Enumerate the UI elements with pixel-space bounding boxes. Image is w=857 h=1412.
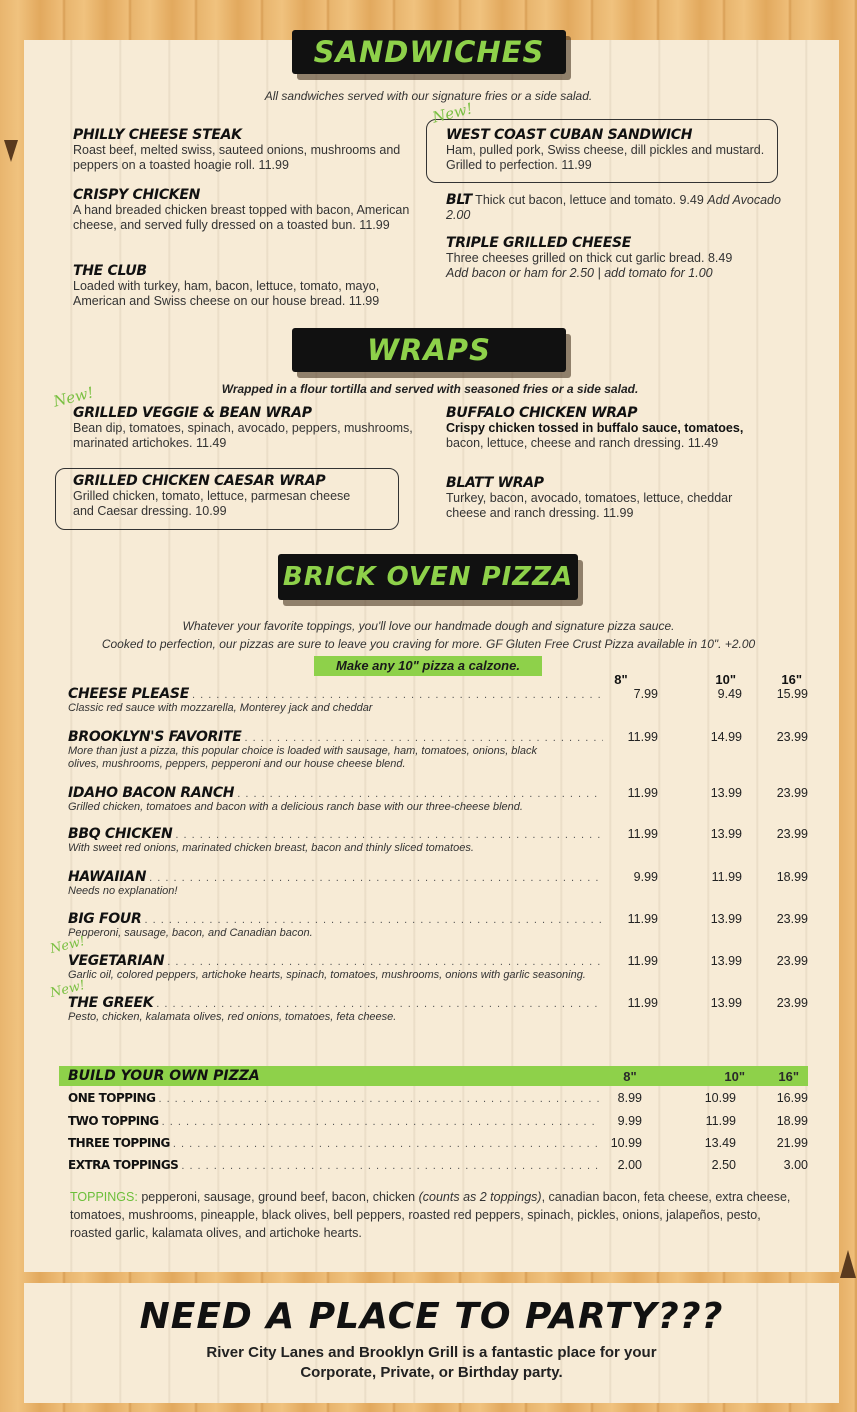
item-name: VEGETARIAN: [68, 953, 165, 969]
size-16: 16": [781, 672, 802, 687]
byo-one-topping: [68, 1091, 808, 1105]
price-16: 16.99: [776, 1091, 808, 1105]
leader-dots: [192, 689, 603, 701]
item-desc: More than just a pizza, this popular choice is loaded with sausage, ham, tomatoes, onions, black olives, mushrooms, peppers, pepperoni and our house cheese blend.: [68, 745, 537, 770]
byo-label: EXTRA TOPPINGS: [68, 1158, 179, 1172]
byo-size-10: 10": [724, 1068, 745, 1084]
price-8: 7.99: [633, 687, 658, 701]
calzone-tag: Make any 10" pizza a calzone.: [314, 656, 542, 676]
pizza-hawaiian: [68, 869, 808, 898]
item-name: BBQ CHICKEN: [68, 826, 173, 842]
item-name: TRIPLE GRILLED CHEESE: [446, 235, 632, 251]
item-desc: Pesto, chicken, kalamata olives, red onions, tomatoes, feta cheese.: [68, 1011, 397, 1023]
pizza-banner: BRICK OVEN PIZZA: [278, 554, 578, 600]
byo-extra-toppings: [68, 1158, 808, 1172]
item-name: BUFFALO CHICKEN WRAP: [446, 405, 638, 421]
pizza-vegetarian: [68, 953, 808, 982]
byo-three-topping: [68, 1136, 808, 1150]
item-desc: Bean dip, tomatoes, spinach, avocado, peppers, mushrooms, marinated artichokes. 11.49: [73, 421, 413, 450]
price-10: 13.99: [710, 996, 742, 1010]
price-16: 18.99: [776, 1114, 808, 1128]
pizza-the-greek: [68, 995, 808, 1024]
price-10: 2.50: [711, 1158, 736, 1172]
item-name: HAWAIIAN: [68, 869, 147, 885]
sandwich-club: [73, 263, 433, 309]
price-10: 11.99: [711, 870, 742, 884]
leader-dots: [244, 732, 603, 744]
item-desc: Grilled chicken, tomatoes and bacon with a delicious ranch base with our three-cheese blend.: [68, 801, 523, 813]
item-name: CHEESE PLEASE: [68, 686, 189, 702]
sandwiches-subtitle: All sandwiches served with our signature fries or a side salad.: [264, 89, 593, 103]
price-10: 13.49: [704, 1136, 736, 1150]
item-desc: Ham, pulled pork, Swiss cheese, dill pickles and mustard. Grilled to perfection. 11.99: [446, 143, 765, 172]
leader-dots: [158, 1093, 599, 1105]
item-name: BLT: [446, 192, 472, 208]
pizza-cheese-please: [68, 686, 808, 715]
item-name: CRISPY CHICKEN: [73, 187, 201, 203]
pizza-big-four: [68, 911, 808, 940]
price-10: 13.99: [710, 954, 742, 968]
new-badge-greek: New!: [48, 977, 87, 1002]
item-desc-bold: Crispy chicken tossed in buffalo sauce, tomatoes,: [446, 421, 744, 435]
item-desc: [446, 193, 786, 223]
byo-label: ONE TOPPING: [68, 1091, 156, 1105]
wood-mark-right: [840, 1250, 856, 1278]
pizza-size-headers: [600, 672, 808, 687]
price-16: 15.99: [776, 687, 808, 701]
byo-label: THREE TOPPING: [68, 1136, 170, 1150]
byo-size-16: 16": [778, 1068, 799, 1084]
wrap-buffalo-chicken: [446, 405, 786, 451]
toppings-label: TOPPINGS:: [70, 1190, 138, 1204]
item-desc: Roast beef, melted swiss, sauteed onions, mushrooms and peppers on a toasted hoagie roll. 11.99: [73, 143, 401, 172]
item-addon: Add Avocado 2.00: [446, 193, 781, 222]
price-8: 11.99: [627, 954, 658, 968]
sandwich-triple-grilled-cheese: [446, 235, 786, 281]
price-8: 2.00: [617, 1158, 642, 1172]
price-8: 10.99: [610, 1136, 642, 1150]
item-desc: Garlic oil, colored peppers, artichoke hearts, spinach, tomatoes, mushrooms, onions with garlic seasoning.: [68, 969, 586, 981]
wrap-blatt: [446, 475, 746, 521]
item-name: THE CLUB: [73, 263, 147, 279]
item-name: BLATT WRAP: [446, 475, 544, 491]
wood-mark-left: [4, 140, 18, 162]
toppings-list: [70, 1188, 800, 1242]
item-desc: With sweet red onions, marinated chicken breast, bacon and thinly sliced tomatoes.: [68, 842, 474, 854]
price-16: 23.99: [776, 996, 808, 1010]
sandwich-crispy-chicken: [73, 187, 433, 233]
new-badge-vegetarian: New!: [48, 933, 87, 958]
item-name: PHILLY CHEESE STEAK: [73, 127, 242, 143]
leader-dots: [173, 1138, 599, 1150]
size-8: 8": [614, 672, 628, 687]
item-desc: Loaded with turkey, ham, bacon, lettuce, tomato, mayo, American and Swiss cheese on our house bread. 11.99: [73, 279, 380, 308]
party-text: [24, 1343, 839, 1383]
sandwiches-banner: SANDWICHES: [292, 30, 566, 74]
item-name: THE GREEK: [68, 995, 154, 1011]
price-10: 13.99: [710, 786, 742, 800]
item-name: GRILLED CHICKEN CAESAR WRAP: [73, 473, 326, 489]
price-8: 11.99: [627, 912, 658, 926]
price-8: 11.99: [627, 786, 658, 800]
leader-dots: [156, 998, 603, 1010]
pizza-idaho-bacon-ranch: [68, 785, 808, 814]
price-16: 3.00: [783, 1158, 808, 1172]
wraps-banner: WRAPS: [292, 328, 566, 372]
price-8: 11.99: [627, 996, 658, 1010]
pizza-brooklyns-favorite: [68, 729, 808, 771]
party-line-2: Corporate, Private, or Birthday party.: [300, 1364, 563, 1381]
item-name: IDAHO BACON RANCH: [68, 785, 235, 801]
price-8: 11.99: [627, 730, 658, 744]
leader-dots: [181, 1160, 599, 1172]
new-badge-cuban: New!: [430, 99, 475, 127]
party-heading: NEED A PLACE TO PARTY???: [139, 1296, 724, 1337]
item-desc: A hand breaded chicken breast topped with bacon, American cheese, and served fully dressed on a toasted bun. 11.99: [73, 203, 410, 232]
byo-title: BUILD YOUR OWN PIZZA: [68, 1068, 260, 1084]
byo-label: TWO TOPPING: [68, 1114, 159, 1128]
price-16: 18.99: [776, 870, 808, 884]
price-16: 23.99: [776, 730, 808, 744]
leader-dots: [167, 956, 603, 968]
size-10: 10": [715, 672, 736, 687]
item-desc: Needs no explanation!: [68, 885, 178, 897]
price-8: 11.99: [627, 827, 658, 841]
leader-dots: [237, 788, 603, 800]
leader-dots: [149, 872, 603, 884]
toppings-text-a: pepperoni, sausage, ground beef, bacon, chicken: [137, 1190, 419, 1204]
item-name: WEST COAST CUBAN SANDWICH: [446, 127, 693, 143]
price-16: 23.99: [776, 827, 808, 841]
price-16: 23.99: [776, 954, 808, 968]
item-desc-text: Thick cut bacon, lettuce and tomato. 9.49: [471, 193, 708, 207]
price-10: 9.49: [717, 687, 742, 701]
item-addon: Add bacon or ham for 2.50 | add tomato for 1.00: [446, 266, 713, 280]
sandwich-philly: [73, 127, 428, 173]
wraps-subtitle: Wrapped in a flour tortilla and served with seasoned fries or a side salad.: [221, 382, 639, 396]
leader-dots: [162, 1116, 599, 1128]
party-line-1: River City Lanes and Brooklyn Grill is a fantastic place for your: [206, 1344, 657, 1361]
price-10: 11.99: [705, 1114, 736, 1128]
item-desc: Pepperoni, sausage, bacon, and Canadian bacon.: [68, 927, 313, 939]
price-8: 9.99: [633, 870, 658, 884]
price-16: 23.99: [776, 912, 808, 926]
byo-header-bar: [59, 1066, 808, 1086]
price-16: 23.99: [776, 786, 808, 800]
wrap-veggie-bean: [73, 405, 413, 451]
toppings-text-b: , canadian bacon, feta cheese, extra cheese, tomatoes, mushrooms, pineapple, black olives, bell peppers, roasted red peppers, spinach, pickles, onions, jalapeños, pesto, roasted garlic, kalamata olives, and artichoke hearts.: [70, 1190, 791, 1240]
price-10: 10.99: [704, 1091, 736, 1105]
byo-two-topping: [68, 1114, 808, 1128]
price-8: 8.99: [617, 1091, 642, 1105]
pizza-bbq-chicken: [68, 826, 808, 855]
item-desc: Turkey, bacon, avocado, tomatoes, lettuce, cheddar cheese and ranch dressing. 11.99: [446, 491, 733, 520]
item-desc: bacon, lettuce, cheese and ranch dressing. 11.49: [446, 436, 719, 450]
leader-dots: [144, 914, 603, 926]
pizza-intro-1: Whatever your favorite toppings, you'll love our handmade dough and signature pizza sauce.: [182, 619, 675, 633]
item-desc: Three cheeses grilled on thick cut garlic bread. 8.49: [446, 251, 733, 265]
sandwich-cuban: [446, 127, 766, 173]
price-16: 21.99: [776, 1136, 808, 1150]
leader-dots: [175, 829, 603, 841]
new-badge-veggie-wrap: New!: [51, 383, 96, 411]
item-desc: Classic red sauce with mozzarella, Monterey jack and cheddar: [68, 702, 373, 714]
price-8: 9.99: [617, 1114, 642, 1128]
item-desc: Grilled chicken, tomato, lettuce, parmesan cheese and Caesar dressing. 10.99: [73, 489, 351, 518]
price-10: 13.99: [710, 912, 742, 926]
sandwich-blt: [446, 193, 786, 223]
item-name: BROOKLYN'S FAVORITE: [68, 729, 242, 745]
price-10: 13.99: [710, 827, 742, 841]
toppings-note: (counts as 2 toppings): [418, 1190, 542, 1204]
item-name: GRILLED VEGGIE & BEAN WRAP: [73, 405, 312, 421]
wrap-chicken-caesar: [73, 473, 373, 519]
item-name: BIG FOUR: [68, 911, 142, 927]
pizza-intro-2: Cooked to perfection, our pizzas are sure to leave you craving for more. GF Gluten Free Crust Pizza available in 10". +2.00: [101, 637, 756, 651]
price-10: 14.99: [710, 730, 742, 744]
byo-size-8: 8": [623, 1068, 637, 1084]
